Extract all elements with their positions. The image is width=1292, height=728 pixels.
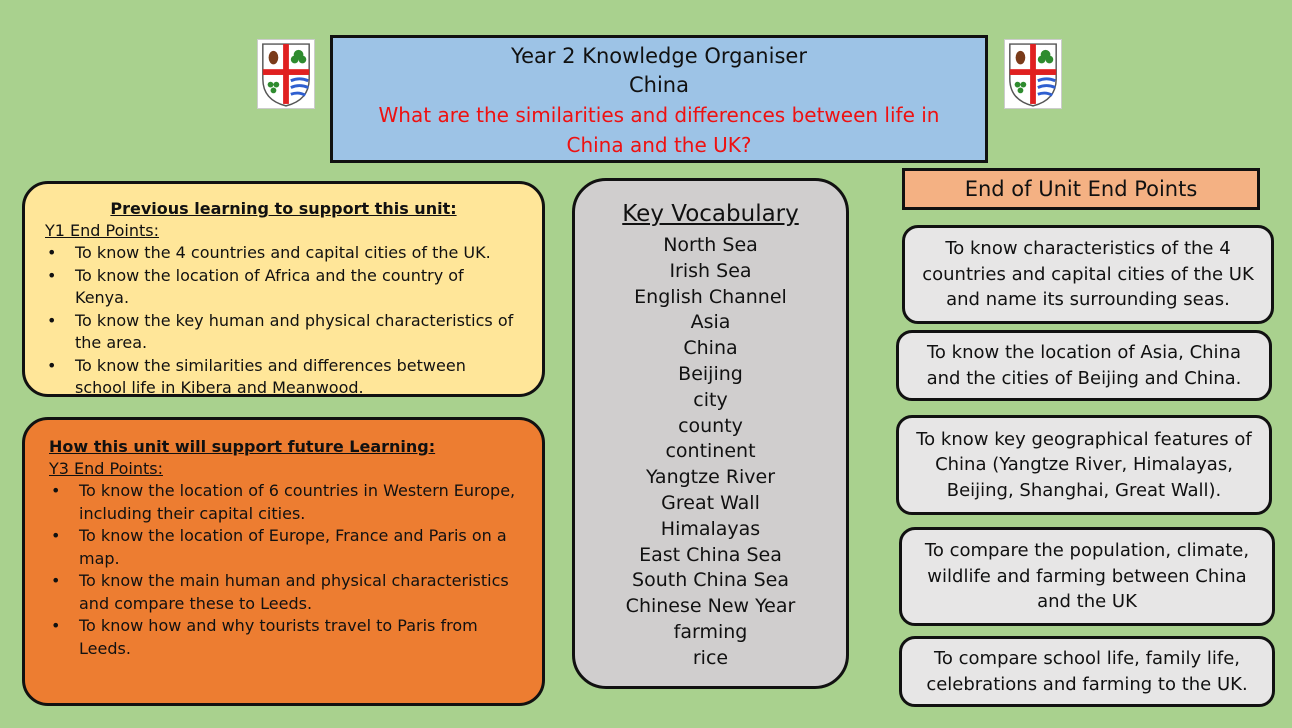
school-crest-icon — [258, 40, 314, 108]
list-item: • To know the 4 countries and capital cities of the UK. — [45, 242, 522, 265]
end-point-box — [899, 636, 1275, 707]
end-point-box — [902, 225, 1274, 324]
previous-learning-panel — [22, 181, 545, 397]
y1-end-points-label: Y1 End Points: — [45, 221, 159, 240]
previous-points-list — [45, 242, 522, 397]
vocab-item: Himalayas — [660, 517, 761, 540]
vocab-item: English Channel — [634, 285, 787, 308]
future-learning-heading: How this unit will support future Learning: — [49, 437, 436, 456]
title-box — [330, 35, 988, 163]
end-point-text: To compare school life, family life, celebrations and farming to the UK. — [926, 648, 1248, 695]
vocab-item: China — [683, 337, 738, 360]
list-item: • To know the location of Europe, France and Paris on a map. — [49, 525, 518, 570]
vocab-item: East China Sea — [639, 543, 782, 566]
list-item: • To know the main human and physical characteristics and compare these to Leeds. — [49, 570, 518, 615]
list-item: • To know the key human and physical characteristics of the area. — [45, 310, 522, 355]
end-points-heading: End of Unit End Points — [902, 168, 1260, 210]
end-point-text: To know characteristics of the 4 countries and capital cities of the UK and name its surrounding seas. — [922, 238, 1254, 311]
vocab-item: Great Wall — [661, 491, 760, 514]
key-vocabulary-title: Key Vocabulary — [622, 201, 799, 227]
vocab-item: South China Sea — [632, 569, 789, 592]
vocab-item: city — [693, 388, 728, 411]
vocab-item: rice — [692, 646, 729, 669]
previous-learning-heading: Previous learning to support this unit: — [110, 199, 457, 218]
page-title: Year 2 Knowledge Organiser — [511, 44, 807, 68]
end-point-box — [899, 527, 1275, 626]
list-item: • To know how and why tourists travel to Paris from Leeds. — [49, 615, 518, 660]
list-item: • To know the location of 6 countries in Western Europe, including their capital cities. — [49, 480, 518, 525]
end-point-text: To know key geographical features of China (Yangtze River, Himalayas, Beijing, Shanghai, Great Wall). — [916, 428, 1252, 501]
end-point-text: To compare the population, climate, wildlife and farming between China and the UK — [924, 540, 1250, 613]
end-point-box — [896, 330, 1272, 401]
list-item: • To know the similarities and differences between school life in Kibera and Meanwood. — [45, 355, 522, 398]
future-learning-panel — [22, 417, 545, 706]
key-vocabulary-panel — [572, 178, 849, 689]
list-item: • To know the location of Africa and the country of Kenya. — [45, 265, 522, 310]
y3-end-points-label: Y3 End Points: — [49, 459, 163, 478]
enquiry-question: What are the similarities and differences between life in China and the UK? — [378, 103, 940, 157]
vocab-item: Beijing — [678, 362, 743, 385]
vocab-item: North Sea — [663, 234, 758, 256]
vocab-item: Asia — [690, 311, 731, 334]
school-crest-icon — [1005, 40, 1061, 108]
vocab-item: Yangtze River — [645, 466, 776, 489]
end-point-text: To know the location of Asia, China and the cities of Beijing and China. — [926, 342, 1242, 389]
end-point-box — [896, 415, 1272, 515]
topic-title: China — [629, 73, 689, 97]
vocab-item: farming — [673, 620, 748, 643]
school-crest-icon-right — [1004, 39, 1062, 109]
future-points-list — [49, 480, 518, 660]
vocab-item: continent — [665, 440, 756, 463]
vocab-item: county — [678, 414, 743, 437]
school-crest-icon-left — [257, 39, 315, 109]
vocab-item: Chinese New Year — [625, 595, 796, 618]
vocab-item: Irish Sea — [669, 259, 752, 282]
